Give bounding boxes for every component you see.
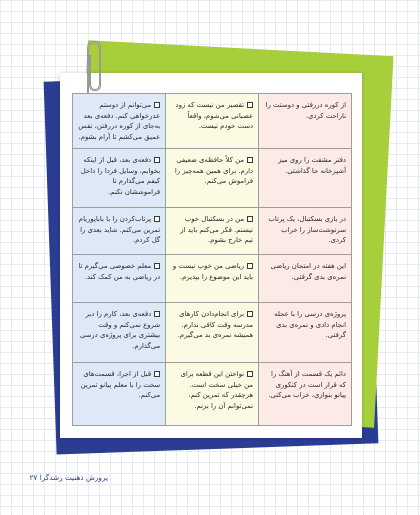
growth-mindset-cell: می‌توانم از دوستم عذرخواهی کنم. دفعه‌ی بعد به‌جای از کوره دررفتن، نفس عمیق می‌کشم تا آرام بشوم.	[73, 94, 166, 149]
checkbox[interactable]	[247, 157, 253, 163]
page-number: ۲۷	[29, 473, 38, 482]
table-row	[73, 149, 352, 208]
table-row	[73, 208, 352, 255]
situation-cell: از کوره دررفتی و دوستت را ناراحت کردی.	[259, 94, 352, 149]
fixed-mindset-cell: من کلاً حافظه‌ی ضعیفی دارم. برای همین همه‌چیز را فراموش می‌کنم.	[166, 149, 259, 208]
page-footer	[30, 473, 108, 482]
checkbox[interactable]	[247, 263, 253, 269]
checkbox[interactable]	[154, 157, 160, 163]
checkbox[interactable]	[154, 216, 160, 222]
book-title: پرورش ذهنیت رشدگرا	[39, 473, 108, 482]
situation-cell: دفتر مشقت را روی میز آشپزخانه جا گذاشتی.	[259, 149, 352, 208]
situation-cell: دائم یک قسمت از آهنگ را که قرار است در کنکوری پیانو بنوازی، خراب می‌کنی.	[259, 363, 352, 426]
checkbox[interactable]	[154, 102, 160, 108]
fixed-mindset-cell: من در بسکتبال خوب نیستم. فکر می‌کنم باید از تیم خارج بشوم.	[166, 208, 259, 255]
checkbox[interactable]	[247, 371, 253, 377]
table-row	[73, 255, 352, 303]
situation-cell: پروژه‌ی درسی را با عجله انجام دادی و نمره‌ی بدی گرفتی.	[259, 303, 352, 363]
paperclip-icon	[79, 38, 105, 98]
growth-mindset-cell: دفعه‌ی بعد، کارم را دیر شروع نمی‌کنم و وقت بیشتری برای پروژه‌ی درسی می‌گذارم.	[73, 303, 166, 363]
checkbox[interactable]	[154, 263, 160, 269]
checkbox[interactable]	[247, 102, 253, 108]
table-row	[73, 363, 352, 426]
checkbox[interactable]	[154, 371, 160, 377]
checkbox[interactable]	[247, 311, 253, 317]
situation-cell: این هفته در امتحان ریاضی نمره‌ی بدی گرفتی.	[259, 255, 352, 303]
growth-mindset-cell: دفعه‌ی بعد، قبل از اینکه بخوابم، وسایل فردا را داخل کیفم می‌گذارم تا فراموششان نکنم.	[73, 149, 166, 208]
checkbox[interactable]	[247, 216, 253, 222]
fixed-mindset-cell: برای انجام‌دادن کارهای مدرسه وقت کافی ندارم. همیشه نمره‌ی بد می‌گیرم.	[166, 303, 259, 363]
table-row	[73, 94, 352, 149]
situation-cell: در بازی بسکتبال، یک پرتاب سرنوشت‌ساز را خراب کردی.	[259, 208, 352, 255]
growth-mindset-cell: پرتاب‌کردن را با باباپوریام تمرین می‌کنم. شاید بعدی را گل کردم.	[73, 208, 166, 255]
fixed-mindset-cell: ریاضی من خوب نیست و باید این موضوع را بپذیرم.	[166, 255, 259, 303]
table-row	[73, 303, 352, 363]
mindset-table	[72, 93, 352, 426]
fixed-mindset-cell: تقصیر من نیست که زود عصبانی می‌شوم، واقعاً دست خودم نیست.	[166, 94, 259, 149]
growth-mindset-cell: معلم خصوصی می‌گیرم تا در ریاضی به من کمک کند.	[73, 255, 166, 303]
growth-mindset-cell: قبل از اجرا، قسمت‌های سخت را با معلم پیانو تمرین می‌کنم.	[73, 363, 166, 426]
fixed-mindset-cell: نواختن این قطعه برای من خیلی سخت است. هرچقدر که تمرین کنم، نمی‌توانم آن را بزنم.	[166, 363, 259, 426]
checkbox[interactable]	[154, 311, 160, 317]
